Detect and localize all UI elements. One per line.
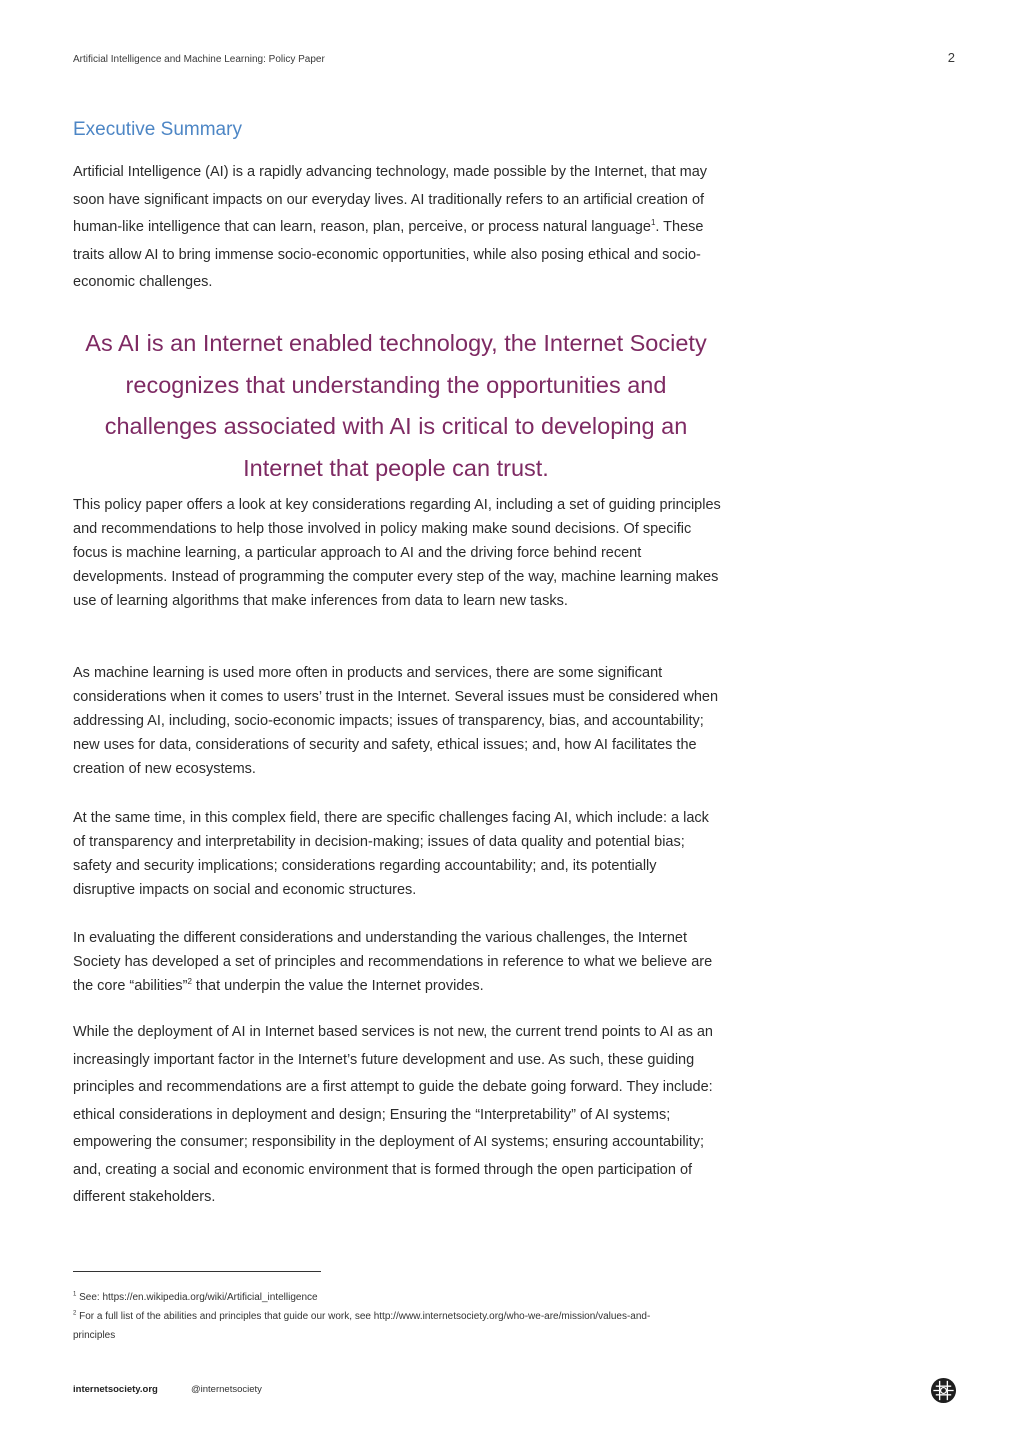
paragraph-guiding-principles: While the deployment of AI in Internet based services is not new, the current trend points to AI as an increasingly important factor in the Internet’s future development and use. As such, these guiding principles and recommendations are a first attempt to guide the debate going forward. They include: ethical considerations in deployment and design; Ensuring the “Interpretability” of AI systems; empowering the consumer; responsibility in the deployment of AI systems; ensuring accountability; and, creating a social and economic environment that is formed through the open participation of different stakeholders. (73, 1024, 713, 1205)
page-number: 2 (947, 50, 955, 65)
principles-text-part1: In evaluating the different considerations and understanding the various challenges, the Internet Society has developed a set of principles and recommendations in reference to what we believe are the core “abilities” (73, 930, 713, 995)
footnote-1-text[interactable]: See: https://en.wikipedia.org/wiki/Artificial_intelligence (76, 1292, 318, 1303)
footnote-ref-2[interactable]: 2 (187, 977, 192, 987)
paragraph-considerations: As machine learning is used more often in products and services, there are some significant considerations when it comes to users’ trust in the Internet. Several issues must be considered when addressing AI, including, socio-economic impacts; issues of transparency, bias, and accountability; new uses for data, considerations of security and safety, ethical issues; and, how AI facilitates the creation of new ecosystems. (73, 665, 719, 778)
footnote-1 (73, 1288, 673, 1307)
footer-twitter-handle[interactable]: @internetsociety (191, 1384, 262, 1395)
footnote-2-text[interactable]: For a full list of the abilities and principles that guide our work, see http://www.internetsociety.org/who-we-are/mission/values-and-principles (73, 1311, 651, 1341)
intro-text-part1: Artificial Intelligence (AI) is a rapidly advancing technology, made possible by the Internet, that may soon have significant impacts on our everyday lives. AI traditionally refers to an artificial creation of human-like intelligence that can learn, reason, plan, perceive, or process natural language (73, 164, 708, 236)
footnotes (73, 1288, 673, 1345)
footer-site-link[interactable]: internetsociety.org (73, 1384, 158, 1395)
pull-quote: As AI is an Internet enabled technology, the Internet Society recognizes that understanding the opportunities and challenges associated with AI is critical to developing an Internet that people can trust. (85, 330, 707, 481)
footnote-2-mark: 2 (73, 1310, 77, 1317)
footnote-divider (73, 1271, 321, 1272)
internet-society-globe-icon (930, 1377, 957, 1404)
principles-text-part2: that underpin the value the Internet provides. (191, 978, 484, 995)
footnote-ref-1[interactable]: 1 (650, 218, 656, 228)
paragraph-principles (73, 926, 721, 998)
footnote-1-mark: 1 (73, 1291, 77, 1298)
intro-paragraph (73, 159, 721, 297)
running-header: Artificial Intelligence and Machine Learning: Policy Paper (73, 54, 325, 65)
paragraph-policy-overview: This policy paper offers a look at key considerations regarding AI, including a set of guiding principles and recommendations to help those involved in policy making make sound decisions. Of specific focus is machine learning, a particular approach to AI and the driving force behind recent developments. Instead of programming the computer every step of the way, machine learning makes use of learning algorithms that make inferences from data to learn new tasks. (73, 497, 721, 610)
footnote-2 (73, 1307, 673, 1345)
paragraph-challenges: At the same time, in this complex field, there are specific challenges facing AI, which include: a lack of transparency and interpretability in decision-making; issues of data quality and potential bias; safety and security implications; considerations regarding accountability; and, its potentially disruptive impacts on social and economic structures. (73, 810, 709, 899)
intro-text-part2: . These traits allow AI to bring immense socio-economic opportunities, while also posing ethical and socio-economic challenges. (73, 219, 704, 291)
section-heading: Executive Summary (73, 119, 242, 140)
